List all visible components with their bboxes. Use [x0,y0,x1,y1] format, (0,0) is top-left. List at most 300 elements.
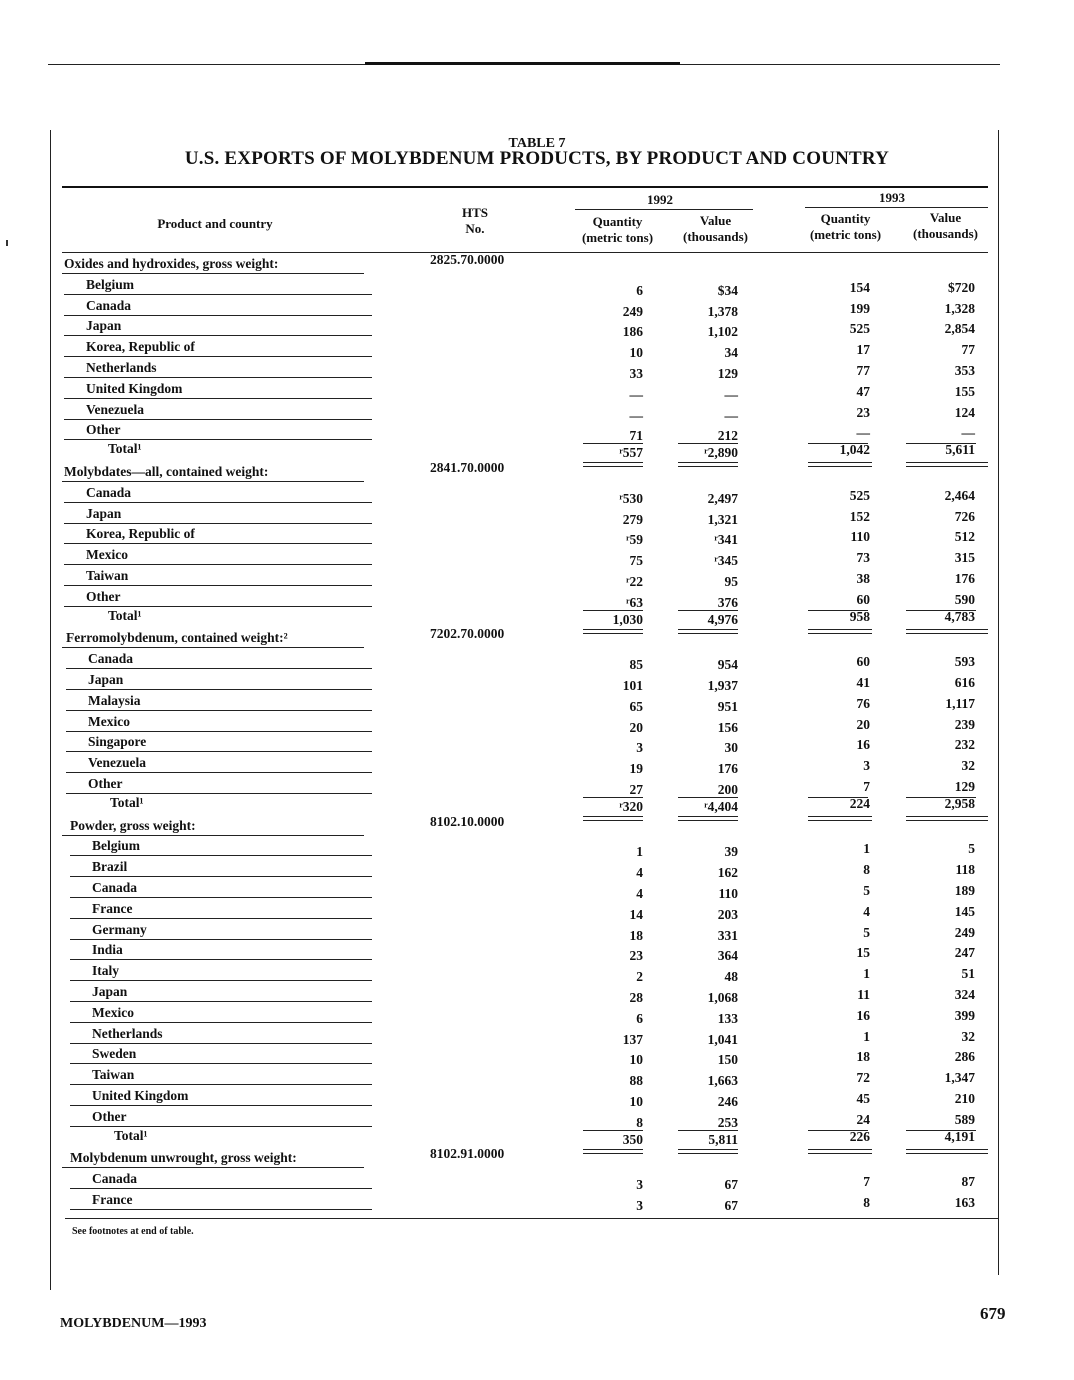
row-rule [64,543,372,544]
value-1993: 353 [954,363,975,378]
total-double-rule [583,462,643,467]
total-rule [678,797,738,798]
country-label: India [92,942,123,958]
country-label: Canada [86,484,132,500]
total-double-rule [906,816,988,821]
value-1993: 155 [954,383,975,399]
page-number: 679 [980,1304,1006,1323]
value-1993: 32 [961,1028,975,1044]
quantity-1993: — [856,425,870,441]
country-label: Mexico [88,713,130,729]
value-1993: 249 [954,924,975,940]
quantity-1992: 2 [636,969,643,985]
total-value-1993: 2,958 [944,795,975,811]
country-label: France [92,1192,133,1207]
value-1992: 376 [717,594,738,610]
quantity-1992: ʳ63 [626,594,643,610]
value-1993: 5 [968,841,975,857]
country-label: Sweden [92,1046,137,1062]
quantity-1992: 10 [629,1094,643,1109]
quantity-1993: 18 [856,1049,870,1065]
year-1992-rule [575,209,753,210]
total-value-1993: 4,191 [944,1128,975,1144]
row-rule [66,689,372,690]
value-1992: 67 [724,1198,738,1213]
value-1992: 331 [717,927,738,943]
value-1992: 1,663 [707,1073,738,1089]
value-1992: 1,041 [707,1031,738,1047]
row-rule [70,939,372,940]
country-label: Netherlands [92,1025,163,1041]
total-value-1993: 5,611 [945,442,975,458]
row-rule [64,294,372,295]
value-1993: 1,347 [944,1070,975,1086]
row-rule [70,855,372,856]
quantity-1992: 14 [629,906,643,922]
row-rule [70,1022,372,1023]
total-quantity-1993: 1,042 [839,442,870,458]
quantity-1993: 38 [856,571,870,586]
quantity-1992: 8 [636,1114,643,1130]
hts-number: 8102.10.0000 [430,813,505,829]
value-1993: 189 [954,883,975,898]
quantity-1993: 152 [849,508,870,524]
country-label: Brazil [92,859,128,875]
quantity-1992: 1 [636,844,643,860]
row-rule [64,377,372,378]
total-rule [583,443,643,444]
total-double-rule [583,1149,643,1154]
row-rule [64,585,372,586]
quantity-1992: 6 [636,1010,643,1026]
quantity-1993: 7 [863,779,870,794]
value-1993: 590 [954,591,975,607]
quantity-1993: 525 [849,321,870,337]
value-1992: 95 [724,574,738,589]
value-1992: $34 [717,282,738,298]
quantity-1992: 88 [629,1073,643,1089]
row-rule [70,959,372,960]
country-label: United Kingdom [92,1088,189,1103]
quantity-1993: 1 [863,966,870,982]
qty-1992-header-2: (metric tons) [581,230,654,245]
quantity-1993: 17 [856,342,870,358]
year-1993-rule [805,207,988,208]
total-double-rule [678,1149,738,1154]
row-rule [64,356,372,357]
country-label: Germany [92,921,147,937]
country-label: Taiwan [86,568,129,583]
country-label: Mexico [92,1004,134,1020]
value-1992: 364 [717,948,738,964]
value-1992: 110 [718,886,738,901]
value-1992: ʳ345 [714,553,738,569]
value-1993: 87 [961,1174,975,1190]
value-1993: 593 [954,654,975,670]
total-double-rule [808,462,872,467]
quantity-1993: 8 [863,1195,870,1210]
quantity-1993: 20 [856,716,870,732]
value-1992: 1,068 [707,990,738,1005]
value-1993: 2,464 [944,487,975,503]
section-title-rule [62,647,364,648]
total-quantity-1992: 350 [622,1131,643,1147]
value-1992: 203 [717,906,738,922]
value-1992: 176 [717,761,738,777]
margin-mark [6,240,8,246]
footnote-note: See footnotes at end of table. [72,1226,194,1237]
value-1992: 200 [717,782,738,797]
quantity-1992: 28 [629,990,643,1005]
quantity-1992: 33 [629,366,643,381]
quantity-1993: 1 [863,841,870,857]
total-quantity-1993: 226 [849,1128,870,1144]
top-rule-accent [365,62,680,65]
value-1992: 212 [717,428,738,444]
value-1993: 1,328 [944,300,975,316]
section-title: Powder, gross weight: [70,817,196,833]
quantity-1992: 20 [629,719,643,735]
quantity-1992: 23 [629,948,643,964]
quantity-1992: 10 [629,1052,643,1068]
country-label: Japan [88,672,124,687]
value-1993: 210 [954,1091,975,1106]
value-1993: 32 [961,758,975,774]
row-rule [64,523,372,524]
left-margin-line [50,130,51,1290]
value-1992: 30 [724,740,738,756]
total-label: Total¹ [114,1127,148,1143]
total-double-rule [808,629,872,634]
header-top-rule [62,186,988,188]
value-1993: 616 [954,675,975,690]
row-rule [66,731,372,732]
quantity-1992: — [629,386,643,402]
value-1992: 129 [717,366,738,381]
country-label: Belgium [92,838,141,854]
quantity-1993: 60 [856,591,870,607]
total-label: Total¹ [108,441,142,457]
quantity-1992: ʳ22 [626,574,643,589]
value-1993: 247 [954,945,975,961]
country-label: Korea, Republic of [86,339,195,355]
total-value-1992: ʳ2,890 [704,445,738,461]
row-rule [66,668,372,669]
row-rule [64,502,372,503]
value-1992: 954 [717,657,738,673]
hts-number: 7202.70.0000 [430,626,505,642]
value-1992: 1,102 [707,324,738,340]
country-label: Malaysia [88,692,141,708]
quantity-1993: 3 [863,758,870,774]
country-label: Other [92,1108,127,1124]
row-rule [66,751,372,752]
quantity-1993: 45 [856,1091,870,1106]
quantity-1992: 10 [629,345,643,361]
country-label: Mexico [86,547,128,563]
value-1993: — [961,425,975,441]
value-1993: 145 [954,903,975,919]
country-label: Venezuela [88,755,146,771]
value-1993: 315 [954,550,975,566]
value-1992: 951 [717,698,738,714]
hts-number: 2825.70.0000 [430,252,505,267]
value-1993: 129 [954,779,975,794]
section-title-rule [62,835,364,836]
value-1992: 133 [717,1010,738,1026]
value-1993: 124 [954,404,975,420]
section-title-rule [62,273,364,274]
value-1993: 286 [954,1049,975,1065]
section-title: Ferromolybdenum, contained weight:² [66,630,288,646]
value-1993: 232 [954,737,975,753]
total-quantity-1993: 958 [849,608,870,624]
country-label: United Kingdom [86,380,183,396]
value-1993: 512 [954,529,975,545]
quantity-1993: 154 [849,279,870,295]
value-1992: — [724,386,738,402]
total-double-rule [906,462,988,467]
value-1992: 48 [724,969,738,985]
country-label: Japan [86,318,122,334]
quantity-1993: 199 [849,300,870,316]
row-rule [64,315,372,316]
year-1993: 1993 [879,190,905,205]
hts-number: 8102.91.0000 [430,1146,505,1162]
val-1992-header-2: (thousands) [682,229,749,244]
value-1993: 2,854 [944,321,975,337]
row-rule [66,710,372,711]
quantity-1992: ʳ59 [626,532,643,548]
running-footer: MOLYBDENUM—1993 [60,1316,207,1331]
quantity-1993: 4 [863,903,870,919]
value-1992: 39 [724,844,738,860]
country-label: Canada [88,651,134,667]
country-label: Japan [92,984,128,999]
row-rule [64,335,372,336]
total-label: Total¹ [108,607,142,623]
country-label: Japan [86,505,122,521]
total-value-1992: ʳ4,404 [704,798,738,814]
total-value-1992: 4,976 [707,611,738,627]
hts-header-2: No. [465,221,485,236]
quantity-1993: 23 [856,404,870,420]
total-double-rule [808,816,872,821]
value-1993: 176 [954,571,975,586]
quantity-1992: 27 [629,782,643,797]
table-bottom-rule [65,1218,998,1219]
year-1992: 1992 [647,192,673,207]
row-rule [70,1105,372,1106]
quantity-1992: 85 [629,657,643,673]
value-1992: 1,937 [707,678,738,693]
right-margin-line [998,130,999,1275]
section-title-rule [62,1167,364,1168]
total-quantity-1993: 224 [849,795,870,811]
section-title: Oxides and hydroxides, gross weight: [64,256,279,271]
val-1993-header-2: (thousands) [912,226,979,241]
total-double-rule [583,629,643,634]
value-1992: 156 [717,719,738,735]
country-label: Taiwan [92,1067,135,1083]
value-1993: 589 [954,1111,975,1127]
value-1992: 246 [717,1094,738,1109]
quantity-1992: 71 [629,428,643,444]
quantity-1992: 101 [622,678,643,693]
value-1992: 67 [724,1177,738,1193]
value-1993: 239 [954,716,975,732]
quantity-1993: 16 [856,737,870,753]
country-label: Other [86,588,121,604]
value-1992: — [724,407,738,423]
quantity-1992: 249 [622,303,643,319]
quantity-1993: 24 [856,1111,870,1127]
value-1992: 34 [724,345,738,361]
value-1993: 399 [954,1007,975,1023]
quantity-1992: — [629,407,643,423]
quantity-1993: 72 [856,1070,870,1086]
total-rule [583,1130,643,1131]
total-rule [678,1130,738,1131]
quantity-1992: 186 [622,324,643,340]
hts-header-1: HTS [461,205,488,220]
value-1992: 2,497 [707,490,738,506]
quantity-1992: 4 [636,865,643,881]
row-rule [70,1001,372,1002]
value-1992: 162 [717,865,738,881]
total-double-rule [678,629,738,634]
value-1993: 726 [954,508,975,524]
total-double-rule [678,816,738,821]
quantity-1992: 4 [636,886,643,901]
value-1993: 118 [955,862,975,878]
value-1992: ʳ341 [714,532,738,548]
value-1992: 150 [717,1052,738,1068]
total-rule [678,443,738,444]
country-label: Korea, Republic of [86,526,195,542]
quantity-1993: 525 [849,487,870,503]
value-1993: 324 [954,987,975,1002]
total-double-rule [906,1149,988,1154]
total-rule [678,610,738,611]
country-label: Belgium [86,276,135,292]
total-double-rule [583,816,643,821]
qty-1993-header-1: Quantity [820,211,871,226]
country-label: Other [86,422,121,438]
row-rule [66,772,372,773]
quantity-1993: 7 [863,1174,870,1190]
val-1992-header-1: Value [699,213,732,228]
country-label: Canada [92,1171,138,1187]
quantity-1992: 65 [629,698,643,714]
total-quantity-1992: ʳ320 [619,798,643,814]
total-label: Total¹ [110,794,144,810]
quantity-1992: 3 [636,1198,643,1213]
row-rule [70,876,372,877]
quantity-1993: 11 [857,987,870,1002]
quantity-1993: 110 [850,529,870,545]
quantity-1993: 16 [856,1007,870,1023]
row-rule [70,980,372,981]
value-1993: 163 [954,1195,975,1210]
value-1993: $720 [948,279,975,295]
val-1993-header-1: Value [929,210,962,225]
total-double-rule [808,1149,872,1154]
row-rule [70,897,372,898]
country-label: Canada [86,297,132,313]
value-1992: 1,321 [707,511,738,527]
quantity-1992: 75 [629,553,643,569]
quantity-1993: 15 [856,945,870,961]
quantity-1993: 73 [856,550,870,566]
row-rule [64,398,372,399]
country-label: Other [88,776,123,791]
row-rule [70,1209,372,1210]
quantity-1993: 41 [856,675,870,690]
hts-number: 2841.70.0000 [430,460,505,475]
value-1992: 1,378 [707,303,738,319]
country-label: Canada [92,880,138,895]
quantity-1993: 8 [863,862,870,878]
total-double-rule [678,462,738,467]
country-label: Venezuela [86,401,144,417]
quantity-1992: 3 [636,740,643,756]
value-1993: 77 [961,342,975,358]
value-1993: 1,117 [945,695,975,711]
quantity-1993: 1 [863,1028,870,1044]
quantity-1992: 137 [622,1031,643,1047]
row-rule [70,1188,372,1189]
row-rule [70,1063,372,1064]
value-1993: 51 [961,966,975,982]
total-value-1993: 4,783 [944,608,975,624]
quantity-1992: 19 [629,761,643,777]
total-rule [583,797,643,798]
total-double-rule [906,629,988,634]
quantity-1992: ʳ530 [619,490,643,506]
quantity-1993: 5 [863,924,870,940]
quantity-1993: 47 [856,383,870,399]
table-title: U.S. EXPORTS OF MOLYBDENUM PRODUCTS, BY PRODUCT AND COUNTRY [184,148,890,169]
country-label: France [92,900,133,916]
qty-1993-header-2: (metric tons) [809,227,882,242]
total-quantity-1992: ʳ557 [619,445,643,461]
quantity-1993: 60 [856,654,870,670]
quantity-1992: 18 [629,927,643,943]
qty-1992-header-1: Quantity [592,214,643,229]
country-label: Singapore [88,734,147,750]
section-title: Molybdenum unwrought, gross weight: [70,1150,297,1166]
quantity-1992: 3 [636,1177,643,1193]
quantity-1993: 5 [863,883,870,898]
total-rule [583,610,643,611]
section-title-rule [62,481,364,482]
row-rule [70,918,372,919]
row-rule [70,1084,372,1085]
quantity-1992: 279 [622,511,643,527]
section-title: Molybdates—all, contained weight: [64,464,269,479]
row-rule [64,419,372,420]
product-header: Product and country [157,216,273,231]
total-quantity-1992: 1,030 [612,611,643,627]
row-rule [64,564,372,565]
header-bottom-rule [62,252,988,253]
quantity-1993: 77 [856,363,870,378]
country-label: Netherlands [86,360,157,375]
table-number: TABLE 7 [508,136,566,151]
value-1992: 253 [717,1114,738,1130]
country-label: Italy [92,963,119,979]
